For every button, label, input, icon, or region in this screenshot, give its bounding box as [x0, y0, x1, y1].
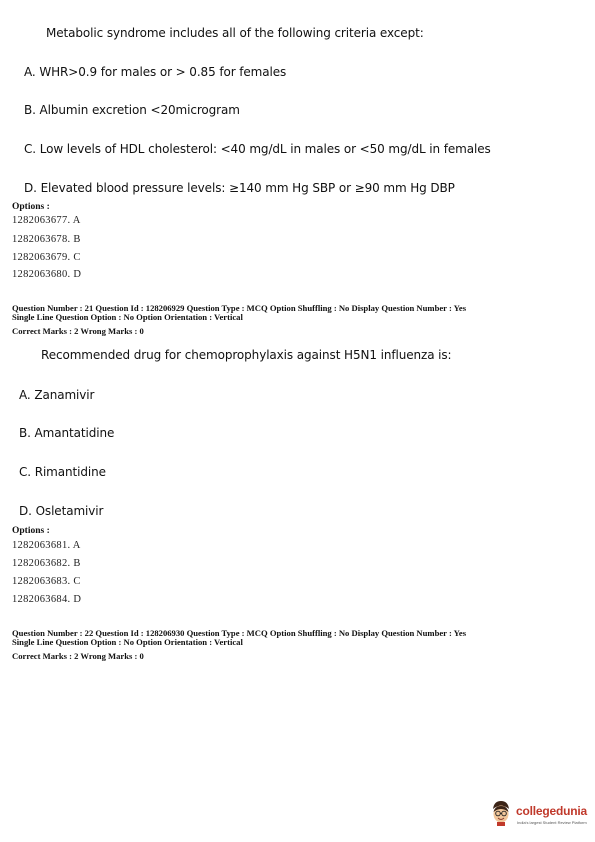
q22-marks: Correct Marks : 2 Wrong Marks : 0 [12, 651, 144, 661]
q20-option-id-a: 1282063677. A [12, 215, 81, 226]
q20-question-text: Metabolic syndrome includes all of the following criteria except: [46, 26, 424, 40]
q20-option-a: A. WHR>0.9 for males or > 0.85 for females [24, 65, 287, 79]
q20-option-b: B. Albumin excretion <20microgram [24, 103, 240, 117]
q20-option-d: D. Elevated blood pressure levels: ≥140 mm Hg SBP or ≥90 mm Hg DBP [24, 181, 455, 195]
q21-option-id-a: 1282063681. A [12, 540, 81, 551]
q21-option-c: C. Rimantidine [19, 465, 106, 479]
logo-wordmark: collegedunia [516, 804, 587, 818]
q21-option-id-d: 1282063684. D [12, 594, 82, 605]
q21-option-id-b: 1282063682. B [12, 558, 81, 569]
q22-meta-line2: Single Line Question Option : No Option Orientation : Vertical [12, 637, 243, 647]
q20-options-label: Options : [12, 202, 50, 212]
q21-question-text: Recommended drug for chemoprophylaxis against H5N1 influenza is: [41, 348, 452, 362]
q21-marks: Correct Marks : 2 Wrong Marks : 0 [12, 326, 144, 336]
q21-option-a: A. Zanamivir [19, 388, 95, 402]
logo-tagline: India's largest Student Review Platform [517, 820, 587, 825]
collegedunia-logo [490, 798, 590, 834]
q22-meta-line1: Question Number : 22 Question Id : 128206930 Question Type : MCQ Option Shuffling : No Display Question Number : Yes [12, 628, 467, 638]
q21-meta-line2: Single Line Question Option : No Option Orientation : Vertical [12, 312, 243, 322]
q20-option-id-c: 1282063679. C [12, 252, 81, 263]
q20-option-id-b: 1282063678. B [12, 234, 81, 245]
q20-option-id-d: 1282063680. D [12, 269, 82, 280]
q20-option-c: C. Low levels of HDL cholesterol: <40 mg/dL in males or <50 mg/dL in females [24, 142, 491, 156]
q21-option-d: D. Osletamivir [19, 504, 104, 518]
q21-meta-line1: Question Number : 21 Question Id : 128206929 Question Type : MCQ Option Shuffling : No Display Question Number : Yes [12, 303, 467, 313]
q21-option-id-c: 1282063683. C [12, 576, 81, 587]
q21-options-label: Options : [12, 526, 50, 536]
q21-option-b: B. Amantatidine [19, 426, 115, 440]
mascot-face-icon [490, 800, 512, 826]
